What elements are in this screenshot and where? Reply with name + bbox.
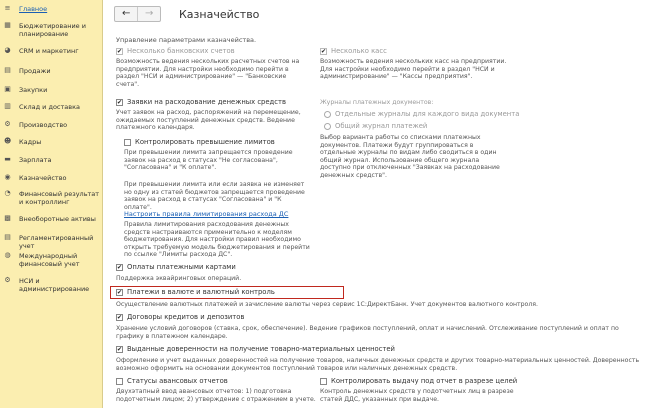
sidebar-item-label: Продажи (19, 67, 51, 75)
radio-separate-journals[interactable] (324, 110, 519, 118)
production-icon: ⚙ (4, 120, 11, 128)
advance-control-checkbox[interactable] (320, 377, 517, 385)
forward-arrow-icon[interactable]: → (137, 7, 160, 21)
sidebar-item-label: Главное (19, 5, 48, 13)
sidebar-item-label: Склад и доставка (19, 103, 81, 111)
sidebar-item-label: Зарплата (19, 156, 52, 164)
regulated-icon: ▤ (4, 233, 11, 241)
checkbox-label: Статусы авансовых отчетов (127, 377, 228, 385)
purchases-icon: ▣ (4, 85, 11, 93)
crm-icon: ◕ (4, 46, 11, 54)
multi-cash-description: Возможность ведения нескольких касс на предприятии. Для настройки необходимо перейти в раздел "НСИ и администрирование" — "Кассы предприятия". (320, 58, 507, 81)
checkbox-label: Выданные доверенности на получение товарно-материальных ценностей (127, 345, 395, 353)
checkbox-icon (320, 378, 327, 385)
advance-status-checkbox[interactable] (116, 377, 228, 385)
advance-control-description: Контроль денежных средств у подотчетных лиц в разрезе статей ДДС, указанных при выдаче. (320, 388, 514, 403)
cards-checkbox[interactable] (116, 263, 236, 271)
checkbox-label: Заявки на расходование денежных средств (127, 98, 286, 106)
journals-description: Выбор варианта работы со списками платежных документов. Платежи будут группироваться в отдельные журналы по видам либо сводиться в один общий журнал. Использование общего журнала доступно при отключенных "Заявках на расходование денежных средств". (320, 134, 500, 179)
limit-checkbox[interactable] (124, 138, 275, 146)
sales-icon: ▤ (4, 66, 11, 74)
international-icon: ◍ (4, 251, 11, 259)
checkbox-icon (116, 314, 123, 321)
currency-checkbox[interactable] (116, 288, 275, 296)
limit-description-1: При превышении лимита запрещается проведение заявок на расход в статусах "Не согласована", "Согласована" и "К оплате". (124, 149, 293, 172)
advance-status-description: Двухэтапный ввод авансовых отчетов: 1) подготовка подотчетным лицом; 2) утверждение с отражением в учете. (116, 388, 316, 403)
sidebar-item-label: НСИ и администрирование (19, 277, 90, 293)
sidebar-item-label: Закупки (19, 86, 48, 94)
radio-icon (324, 111, 331, 118)
journals-title: Журналы платежных документов: (320, 99, 434, 106)
loans-checkbox[interactable] (116, 313, 244, 321)
poa-description: Оформление и учет выданных доверенностей на получение товаров, наличных денежных средств и других товарно-материальных ценностей. Доверенность возможно оформить на основании документов поступлений товаров или наличных денежных средств. (116, 357, 640, 372)
home-icon: ≡ (4, 4, 11, 12)
checkbox-label: Контролировать превышение лимитов (135, 138, 275, 146)
admin-icon: ⚙ (4, 276, 11, 284)
finance-icon: ◔ (4, 189, 11, 197)
radio-icon (324, 123, 331, 130)
currency-description: Осуществление валютных платежей и зачисление валюты через сервис 1С:ДиректБанк. Учет документов валютного контроля. (116, 301, 538, 308)
section-title: Управление параметрами казначейства. (116, 36, 257, 44)
main-content (104, 0, 651, 408)
cards-description: Поддержка эквайринговых операций. (116, 275, 242, 282)
page-title: Казначейство (179, 8, 260, 21)
salary-icon: ▬ (4, 155, 11, 163)
limit-description-2: При превышении лимита или если заявка не изменяет но одну из статей бюджетов запрещается проведение заявок на расход в статусах "Согласована" и "К оплате". (124, 181, 305, 211)
sidebar-item-label: Бюджетирование и планирование (19, 22, 86, 38)
sidebar (0, 0, 103, 408)
navigation-buttons (114, 6, 161, 22)
sidebar-item-label: CRM и маркетинг (19, 47, 79, 55)
sidebar-item-label: Регламентированный учет (19, 234, 94, 250)
requests-checkbox[interactable] (116, 98, 286, 106)
checkbox-icon (116, 346, 123, 353)
checkbox-label: Несколько банковских счетов (127, 47, 235, 55)
multi-accounts-description: Возможность ведения нескольких расчетных счетов на предприятии. Для настройки необходимо перейти в раздел "НСИ и администрирование" — "Банковские счета". (116, 58, 300, 88)
checkbox-icon (116, 289, 123, 296)
sidebar-item-label: Производство (19, 121, 68, 129)
assets-icon: ▩ (4, 214, 11, 222)
checkbox-icon (116, 48, 123, 55)
treasury-icon: ◉ (4, 173, 11, 181)
sidebar-item-label: Финансовый результат и контроллинг (19, 190, 100, 206)
checkbox-icon (124, 139, 131, 146)
staff-icon: ☻ (4, 137, 12, 145)
checkbox-icon (116, 99, 123, 106)
back-arrow-icon[interactable]: ← (122, 8, 131, 19)
budget-icon: ▦ (4, 21, 11, 29)
warehouse-icon: ▥ (4, 102, 11, 110)
checkbox-label: Оплаты платежными картами (127, 263, 236, 271)
poa-checkbox[interactable] (116, 345, 395, 353)
checkbox-icon (320, 48, 327, 55)
radio-label: Отдельные журналы для каждого вида документа (335, 110, 520, 118)
checkbox-icon (116, 378, 123, 385)
radio-common-journal[interactable] (324, 122, 427, 130)
sidebar-item-label: Кадры (19, 138, 42, 146)
checkbox-label: Договоры кредитов и депозитов (127, 313, 245, 321)
multi-accounts-checkbox[interactable] (116, 47, 235, 55)
limit-rules-link[interactable]: Настроить правила лимитирования расхода ДС (124, 210, 289, 218)
checkbox-label: Несколько касс (331, 47, 387, 55)
sidebar-item-label: Международный финансовый учет (19, 252, 80, 268)
checkbox-label: Платежи в валюте и валютный контроль (127, 288, 275, 296)
requests-description: Учет заявок на расход, распоряжений на перемещение, ожидаемых поступлений денежных средств. Ведение платежного календаря. (116, 109, 301, 132)
limit-description-3: Правила лимитирования расходования денежных средств настраиваются применительно к моделям бюджетирования. Для настройки правил необходимо открыть требуемую модель бюджетирования и перейти по ссылке "Лимиты расхода ДС". (124, 221, 310, 259)
loans-description: Хранение условий договоров (ставка, срок, обеспечение). Ведение графиков поступлений, оплат и начислений. Отслеживание поступлений и оплат по графику в платежном календаре. (116, 325, 619, 340)
checkbox-label: Контролировать выдачу под отчет в разрезе целей (331, 377, 518, 385)
sidebar-item-label: Казначейство (19, 174, 67, 182)
multi-cash-checkbox[interactable] (320, 47, 387, 55)
sidebar-item-label: Внеоборотные активы (19, 215, 96, 223)
checkbox-icon (116, 264, 123, 271)
radio-label: Общий журнал платежей (335, 122, 428, 130)
